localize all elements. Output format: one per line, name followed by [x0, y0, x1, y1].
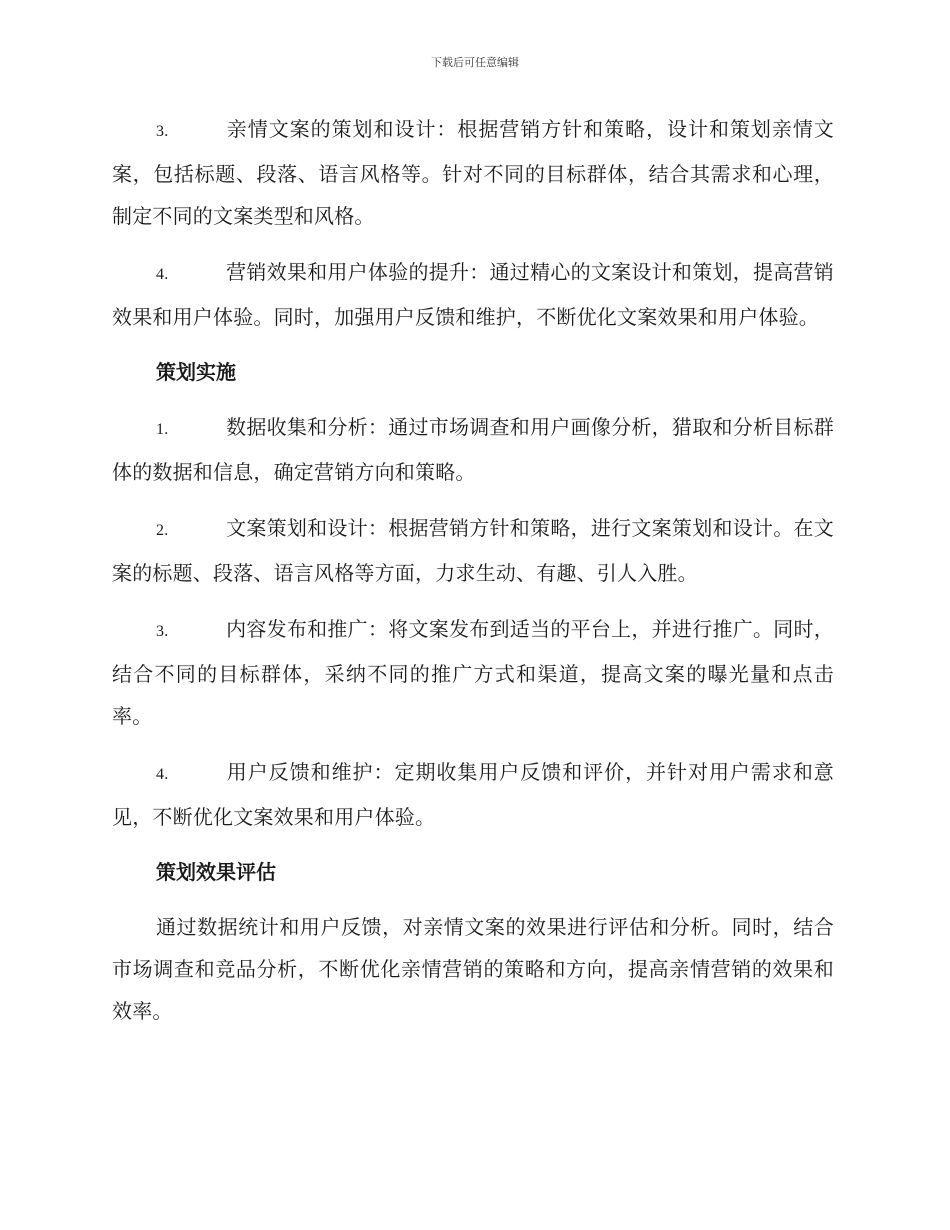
list-item	[112, 507, 834, 594]
list-item-number: 3.	[156, 623, 169, 640]
page-header: 下载后可任意编辑	[431, 56, 519, 69]
list-item	[112, 406, 834, 493]
list-item-number: 1.	[156, 421, 169, 438]
section-heading-evaluation: 策划效果评估	[156, 860, 276, 884]
list-item-text: 营销效果和用户体验的提升：通过精心的文案设计和策划，提高营销效果和用户体验。同时，加强用户反馈和维护，不断优化文案效果和用户体验。	[112, 260, 834, 329]
list-item-number: 4.	[156, 266, 169, 283]
list-item-text: 亲情文案的策划和设计：根据营销方针和策略，设计和策划亲情文案，包括标题、段落、语言风格等。针对不同的目标群体，结合其需求和心理，制定不同的文案类型和风格。	[112, 117, 834, 228]
body-paragraph: 通过数据统计和用户反馈，对亲情文案的效果进行评估和分析。同时，结合市场调查和竞品分析，不断优化亲情营销的策略和方向，提高亲情营销的效果和效率。	[112, 915, 834, 1023]
list-item	[112, 251, 834, 338]
list-item	[112, 751, 834, 838]
list-item-number: 3.	[156, 123, 169, 140]
list-item-text: 文案策划和设计：根据营销方针和策略，进行文案策划和设计。在文案的标题、段落、语言风格等方面，力求生动、有趣、引人入胜。	[112, 516, 834, 585]
list-item-text: 内容发布和推广：将文案发布到适当的平台上，并进行推广。同时，结合不同的目标群体，采纳不同的推广方式和渠道，提高文案的曝光量和点击率。	[112, 617, 834, 728]
list-item-number: 2.	[156, 522, 169, 539]
section-heading-implementation: 策划实施	[156, 360, 236, 384]
document-body	[112, 108, 834, 1046]
list-item	[112, 108, 834, 237]
list-item-text: 用户反馈和维护：定期收集用户反馈和评价，并针对用户需求和意见，不断优化文案效果和用户体验。	[112, 760, 834, 829]
list-item	[112, 608, 834, 737]
list-item-text: 数据收集和分析：通过市场调查和用户画像分析，猎取和分析目标群体的数据和信息，确定营销方向和策略。	[112, 415, 834, 484]
list-item-number: 4.	[156, 766, 169, 783]
